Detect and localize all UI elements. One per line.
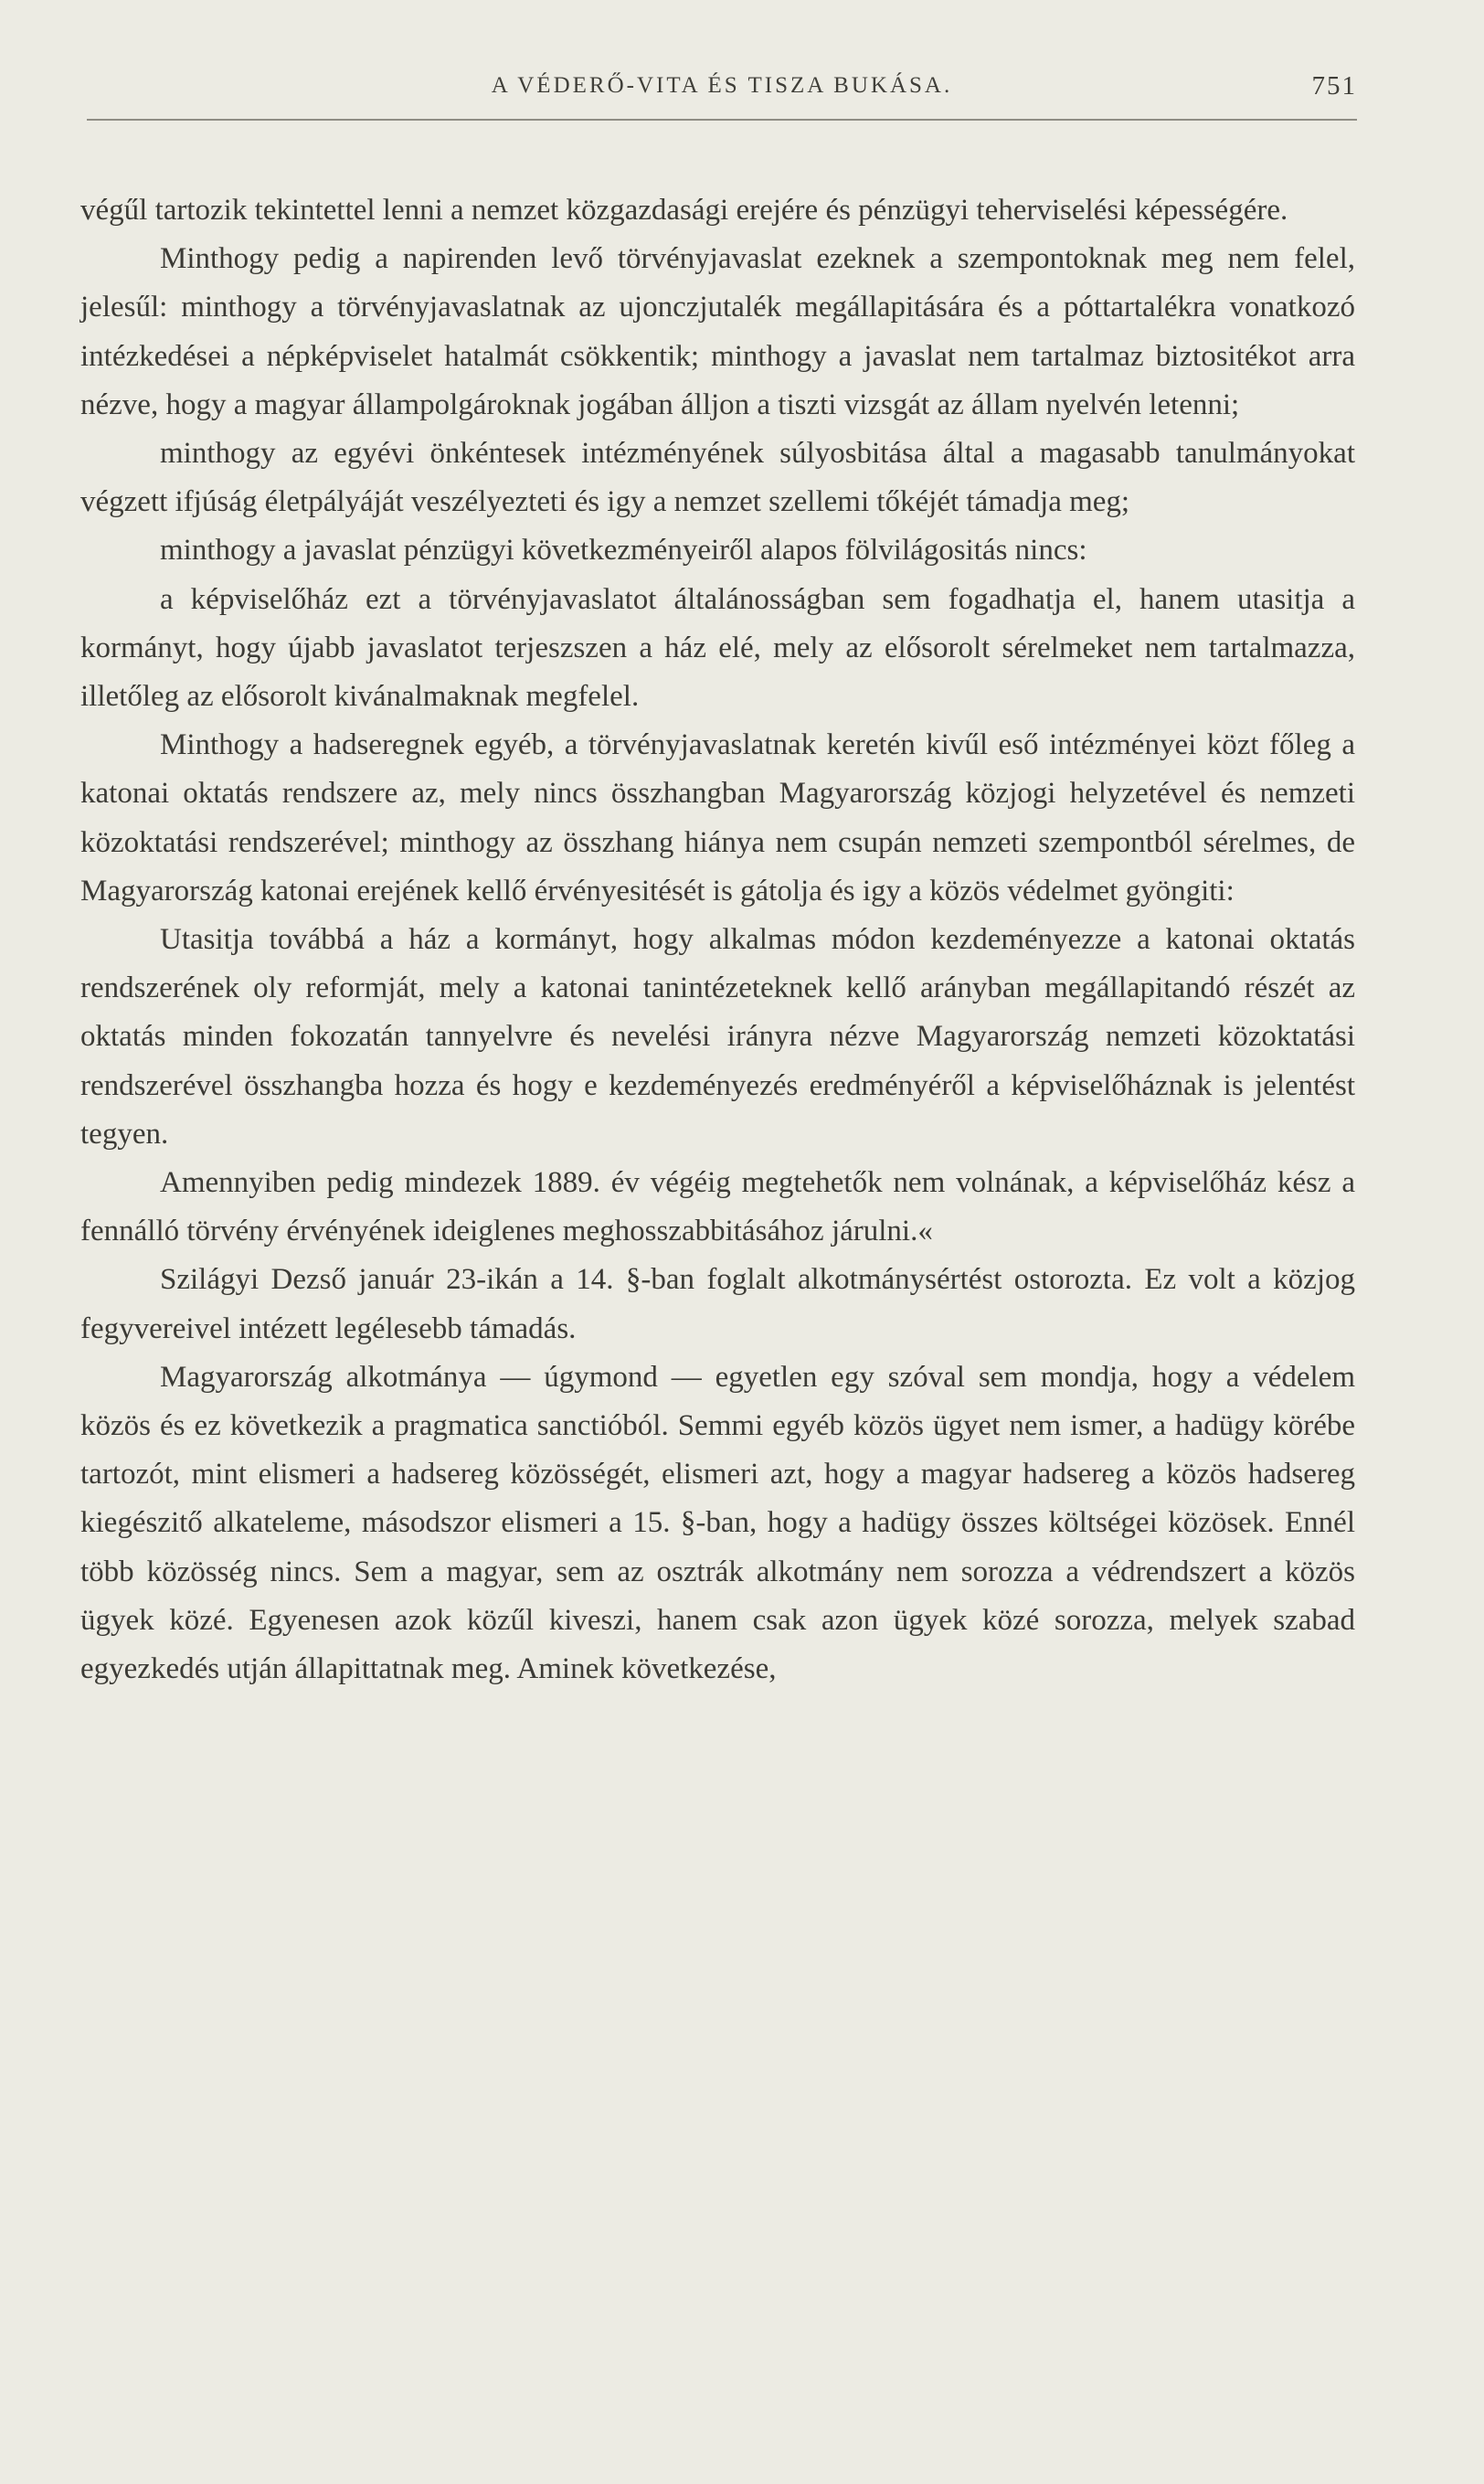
paragraph-7: Utasitja továbbá a ház a kormányt, hogy alkalmas módon kezdeményezze a katonai oktatás rendszerének oly reformját, mely a katonai tanintézeteknek kellő arányban megállapitandó részét az oktatás minden fokozatán tannyelvre és nevelési irányra nézve Magyarország nemzeti közoktatási rendszerével összhangba hozza és hogy e kezdeményezés eredményéről a képviselőháznak is jelentést tegyen. xyxy=(80,923,1355,1151)
paragraph-1: végűl tartozik tekintettel lenni a nemzet közgazdasági erejére és pénzügyi teherviselési képességére. xyxy=(80,194,1288,227)
running-head: A VÉDERŐ-VITA ÉS TISZA BUKÁSA. xyxy=(491,73,953,98)
paragraph-2: Minthogy pedig a napirenden levő törvényjavaslat ezeknek a szempontoknak meg nem felel, jelesűl: minthogy a törvényjavaslatnak az ujonczjutalék megállapitására és a póttartalékra vonatkozó intézkedései a népképviselet hatalmát csökkentik; minthogy a javaslat nem tartalmaz biztositékot arra nézve, hogy a magyar állampolgároknak jogában álljon a tiszti vizsgát az állam nyelvén letenni; xyxy=(80,242,1355,421)
body-text xyxy=(80,186,1355,1693)
paragraph-4: minthogy a javaslat pénzügyi következményeiről alapos fölvilágositás nincs: xyxy=(160,534,1087,568)
paragraph-10: Magyarország alkotmánya — úgymond — egyetlen egy szóval sem mondja, hogy a védelem közös és ez következik a pragmatica sanctióból. Semmi egyéb közös ügyet nem ismer, a hadügy körébe tartozót, mint elismeri a hadsereg közösségét, elismeri azt, hogy a magyar hadsereg a közös hadsereg kiegészitő alkateleme, másodszor elismeri a 15. §-ban, hogy a hadügy összes költségei közösek. Ennél több közösség nincs. Sem a magyar, sem az osztrák alkotmány nem sorozza a védrendszert a közös ügyek közé. Egyenesen azok közűl kiveszi, hanem csak azon ügyek közé sorozza, melyek szabad egyezkedés utján állapittatnak meg. Aminek következése, xyxy=(80,1360,1355,1686)
paragraph-5: a képviselőház ezt a törvényjavaslatot általánosságban sem fogadhatja el, hanem utasitja a kormányt, hogy újabb javaslatot terjeszszen a ház elé, mely az elősorolt sérelmeket nem tartalmazza, illetőleg az elősorolt kivánalmaknak megfelel. xyxy=(80,582,1355,714)
page-number: 751 xyxy=(1311,71,1357,101)
paragraph-9: Szilágyi Dezső január 23-ikán a 14. §-ban foglalt alkotmánysértést ostorozta. Ez volt a közjog fegyvereivel intézett legélesebb támadás. xyxy=(80,1263,1355,1345)
paragraph-3: minthogy az egyévi önkéntesek intézményének súlyosbitása által a magasabb tanulmányokat végzett ifjúság életpályáját veszélyezteti és igy a nemzet szellemi tőkéjét támadja meg; xyxy=(80,437,1355,519)
page-header xyxy=(87,71,1357,121)
paragraph-6: Minthogy a hadseregnek egyéb, a törvényjavaslatnak keretén kivűl eső intézményei közt főleg a katonai oktatás rendszere az, mely nincs összhangban Magyarország közjogi helyzetével és nemzeti közoktatási rendszerével; minthogy az összhang hiánya nem csupán nemzeti szempontból sérelmes, de Magyarország katonai erejének kellő érvényesitését is gátolja és igy a közös védelmet gyöngiti: xyxy=(80,728,1355,908)
paragraph-8: Amennyiben pedig mindezek 1889. év végéig megtehetők nem volnának, a képviselőház kész a fennálló törvény érvényének ideiglenes meghosszabbitásához járulni.« xyxy=(80,1166,1355,1248)
